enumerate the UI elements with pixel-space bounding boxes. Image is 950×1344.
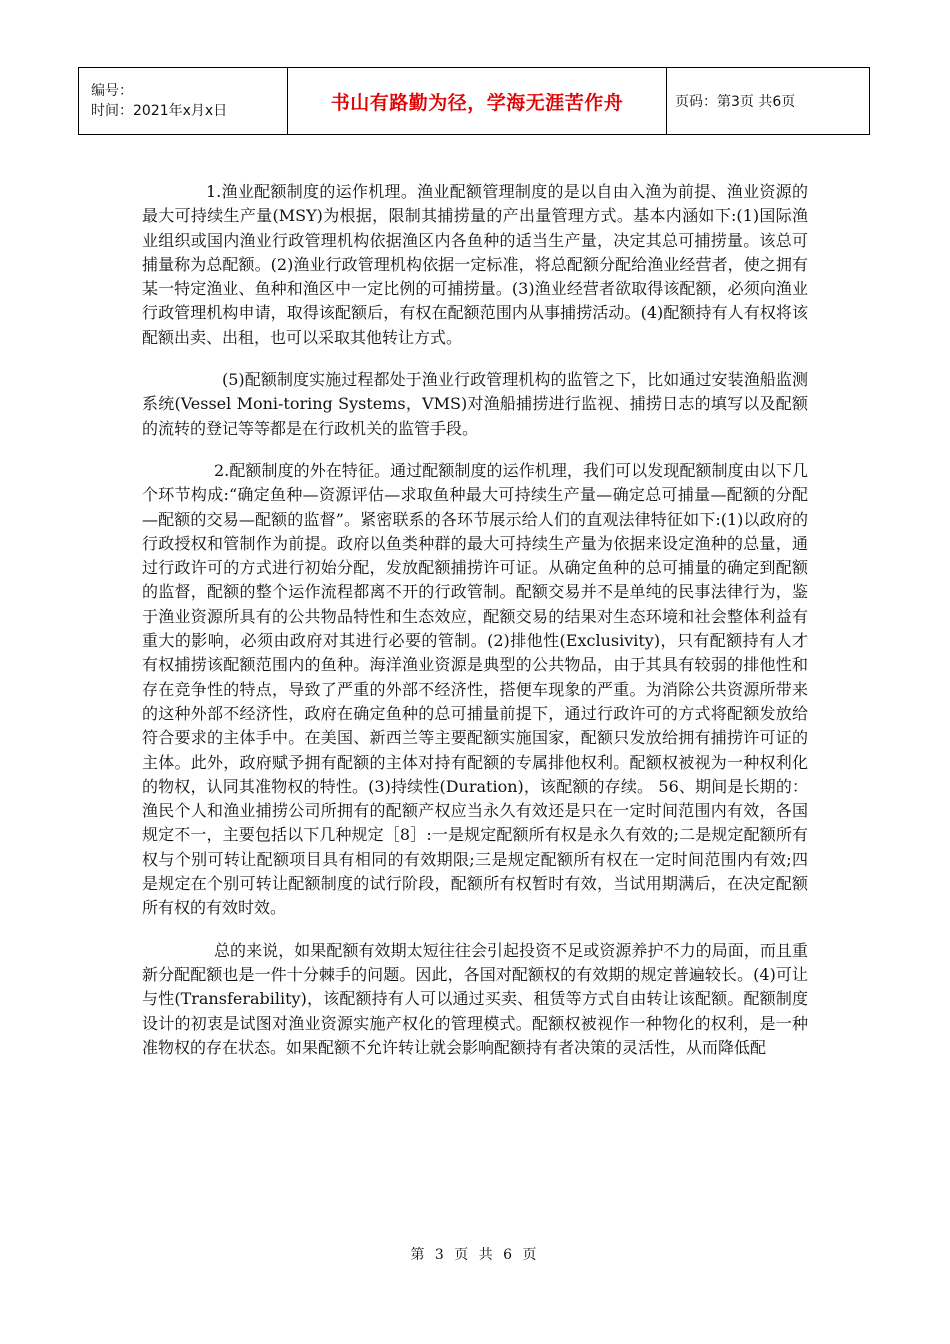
header-motto: 书山有路勤为径，学海无涯苦作舟 <box>288 68 667 135</box>
header-page-label: 页码：第3页 共6页 <box>667 68 870 135</box>
date-label: 时间：2021年x月x日 <box>91 103 228 119</box>
document-header <box>78 67 870 135</box>
page-footer: 第 3 页 共 6 页 <box>410 1247 540 1263</box>
document-body <box>142 180 808 1078</box>
paragraph-2: (5)配额制度实施过程都处于渔业行政管理机构的监管之下，比如通过安装渔船监测系统(Vessel Moni-toring Systems，VMS)对渔船捕捞进行监视、捕捞日志的填写以及配额的流转的登记等等都是在行政机关的监管手段。 <box>142 370 808 438</box>
header-meta <box>79 68 288 135</box>
paragraph-4: 总的来说，如果配额有效期太短往往会引起投资不足或资源养护不力的局面，而且重新分配配额也是一件十分棘手的问题。因此，各国对配额权的有效期的规定普遍较长。(4)可让与性(Transferability)，该配额持有人可以通过买卖、租赁等方式自由转让该配额。配额制度设计的初衷是试图对渔业资源实施产权化的管理模式。配额权被视作一种物化的权利，是一种准物权的存在状态。如果配额不允许转让就会影响配额持有者决策的灵活性，从而降低配 <box>142 940 808 1057</box>
paragraph-3: 2.配额制度的外在特征。通过配额制度的运作机理，我们可以发现配额制度由以下几个环节构成:“确定鱼种—资源评估—求取鱼种最大可持续生产量—确定总可捕量—配额的分配—配额的交易—配额的监督”。紧密联系的各环节展示给人们的直观法律特征如下:(1)以政府的行政授权和管制作为前提。政府以鱼类种群的最大可持续生产量为依据来设定渔种的总量，通过行政许可的方式进行初始分配，发放配额捕捞许可证。从确定鱼种的总可捕量的确定到配额的监督，配额的整个运作流程都离不开的行政管制。配额交易并不是单纯的民事法律行为，鉴于渔业资源所具有的公共物品特性和生态效应，配额交易的结果对生态环境和社会整体利益有重大的影响，必须由政府对其进行必要的管制。(2)排他性(Exclusivity)，只有配额持有人才有权捕捞该配额范围内的鱼种。海洋渔业资源是典型的公共物品，由于其具有较弱的排他性和存在竞争性的特点，导致了严重的外部不经济性，搭便车现象的严重。为消除公共资源所带来的这种外部不经济性，政府在确定鱼种的总可捕量前提下，通过行政许可的方式将配额发放给符合要求的主体手中。在美国、新西兰等主要配额实施国家，配额只发放给拥有捕捞许可证的主体。此外，政府赋予拥有配额的主体对持有配额的专属排他权利。配额权被视为一种权利化的物权，认同其准物权的特性。(3)持续性(Duration)，该配额的存续。 56、期间是长期的：渔民个人和渔业捕捞公司所拥有的配额产权应当永久有效还是只在一定时间范围内有效，各国规定不一，主要包括以下几种规定［8］:一是规定配额所有权是永久有效的;二是规定配额所有权与个别可转让配额项目具有相同的有效期限;三是规定配额所有权在一定时间范围内有效;四是规定在个别可转让配额制度的试行阶段，配额所有权暂时有效，当试用期满后，在决定配额所有权的有效时效。 <box>142 460 808 918</box>
paragraph-1: 1.渔业配额制度的运作机理。渔业配额管理制度的是以自由入渔为前提、渔业资源的最大可持续生产量(MSY)为根据，限制其捕捞量的产出量管理方式。基本内涵如下:(1)国际渔业组织或国内渔业行政管理机构依据渔区内各鱼种的适当生产量，决定其总可捕捞量。该总可捕量称为总配额。(2)渔业行政管理机构依据一定标准，将总配额分配给渔业经营者，使之拥有某一特定渔业、鱼种和渔区中一定比例的可捕捞量。(3)渔业经营者欲取得该配额，必须向渔业行政管理机构申请，取得该配额后，有权在配额范围内从事捕捞活动。(4)配额持有人有权将该配额出卖、出租，也可以采取其他转让方式。 <box>142 182 808 347</box>
number-label: 编号： <box>91 83 133 99</box>
